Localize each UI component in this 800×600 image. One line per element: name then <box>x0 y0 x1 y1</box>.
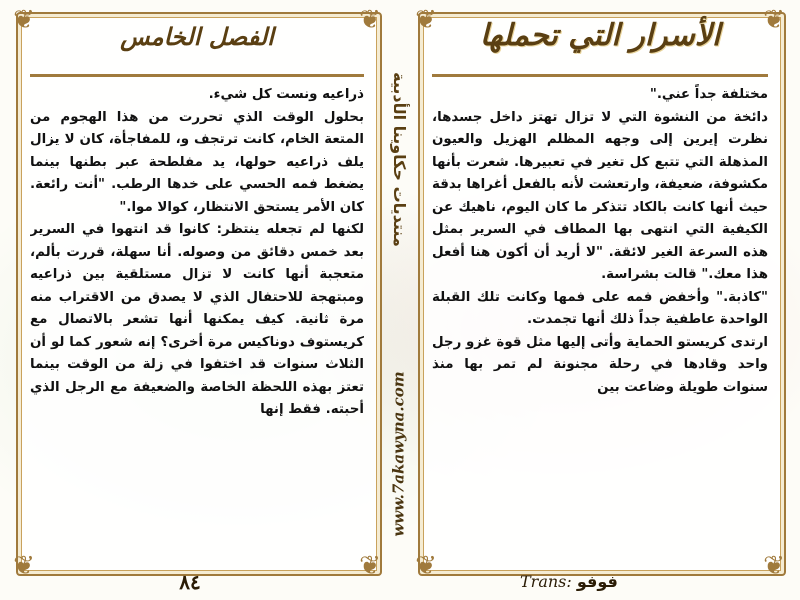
paragraph: "كاذبة." وأخفض فمه على فمها وكانت تلك القبلة الواحدة عاطفية جداً ذلك أنها تجمدت. <box>432 289 768 327</box>
book-title: الأسرار التي تحملها <box>479 18 721 53</box>
paragraph: لكنها لم تجعله ينتظر: كانوا قد انتهوا في السرير بعد خمس دقائق من وصوله. أنا سهلة، قررت بألم، متعجبة أنها كانت لا تزال مستلقية بين ذراعيه ومبتهجة للاحتفال الذي لا يصدق من الاقتراب منه مرة ثانية. كيف يمكنها أنها تشعر بالاتصال مع كريستوف دوناكيس مرة أخرى؟ إنه شعور كما لو أن الثلاث سنوات قد اختفوا في زلة من الوقت بينما تعتز بهذه اللحظة الخاصة والضعيفة مع الرجل الذي أحبته. فقط إنها <box>30 222 364 417</box>
corner-ornament-icon: ❦ <box>415 5 437 35</box>
translator-credit <box>520 572 680 591</box>
corner-ornament-icon: ❦ <box>415 551 437 581</box>
corner-ornament-icon: ❦ <box>13 5 35 35</box>
right-page-text <box>432 84 768 550</box>
trans-label: Trans: <box>520 572 572 591</box>
left-page-text <box>30 84 364 550</box>
paragraph: ارتدى كريستو الحماية وأتى إليها مثل قوة غزو رجل واحد وقادها في رحلة مجنونة لم تمر بها منذ سنوات طويلة وضاعت بين <box>432 334 768 395</box>
header-divider <box>30 74 364 77</box>
corner-ornament-icon: ❦ <box>359 5 381 35</box>
corner-ornament-icon: ❦ <box>359 551 381 581</box>
corner-ornament-icon: ❦ <box>13 551 35 581</box>
website-url: www.7akawyna.com <box>390 371 408 537</box>
corner-ornament-icon: ❦ <box>763 551 785 581</box>
paragraph: دائخة من النشوة التي لا تزال تهتز داخل جسدها، نظرت إيرين إلى وجهه المظلم الهزيل والعيون المذهلة التي تتبع كل تغير في تعبيرها. شعرت بأنها مكشوفة، ضعيفة، وارتعشت لأنه بالفعل أغراها بدقة حيث أنها كانت بالكاد تتذكر ما كان اليوم، ناهيك عن الكيفية التي انتهى بها المطاف في السرير بمثل هذه السرعة الغير لائقة. "لا أريد أن أكون هنا أفعل هذا معك." قالت بشراسة. <box>432 109 768 282</box>
spine-website-wrap <box>383 344 415 564</box>
chapter-title: الفصل الخامس <box>120 22 274 51</box>
header-divider <box>432 74 768 77</box>
forum-name: منتديات حكاوينا الأدبية <box>389 71 409 247</box>
translator-name: فوفو <box>576 572 618 591</box>
paragraph: مختلفة جداً عني." <box>649 87 768 102</box>
corner-ornament-icon: ❦ <box>763 5 785 35</box>
spine-forum-name-wrap <box>383 34 415 284</box>
page-number: ٨٤ <box>179 570 201 594</box>
paragraph: ذراعيه ونست كل شيء. <box>208 87 364 102</box>
paragraph: بحلول الوقت الذي تحررت من هذا الهجوم من المتعة الخام، كانت ترتجف و، للمفاجأة، كان لا يزال يلف ذراعيه حولها، يد مفلطحة عبر بطنها بينما يضغط فمه الحسي على خدها الرطب. "أنت رائعة. كان الأمر يستحق الانتظار، كوالا موا." <box>30 109 364 215</box>
spine <box>383 14 415 570</box>
